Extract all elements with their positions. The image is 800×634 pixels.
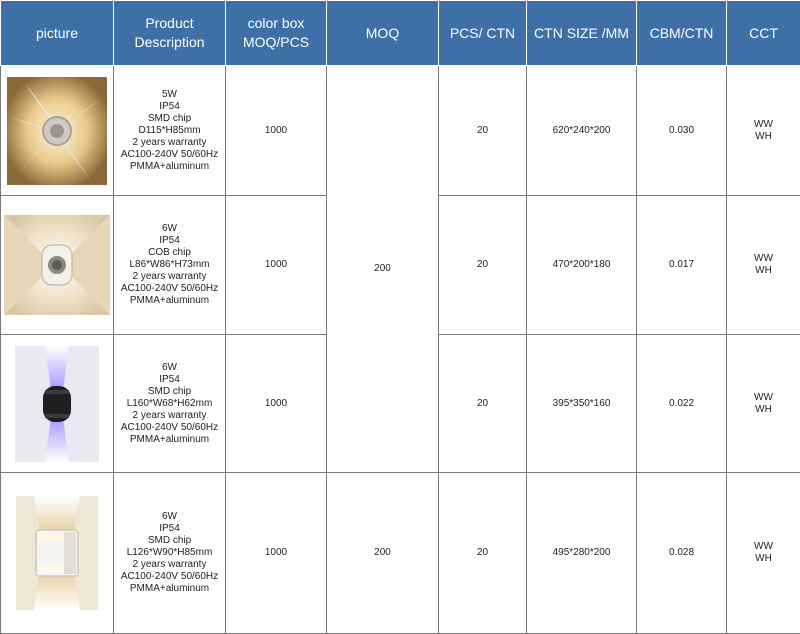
product-picture-cell <box>1 335 114 473</box>
cct-cell: WW WH <box>727 196 800 335</box>
cbm-ctn-cell: 0.030 <box>637 66 727 196</box>
pcs-ctn-cell: 20 <box>439 335 527 473</box>
product-picture-cell <box>1 66 114 196</box>
cct-cell: WW WH <box>727 66 800 196</box>
cct-cell: WW WH <box>727 473 800 634</box>
color-box-moq-cell: 1000 <box>226 66 327 196</box>
header-row <box>1 1 800 66</box>
header-moq: MOQ <box>327 1 439 66</box>
ctn-size-cell: 620*240*200 <box>527 66 637 196</box>
header-ctn-size: CTN SIZE /MM <box>527 1 637 66</box>
product-description-cell: 6W IP54 SMD chip L160*W68*H62mm 2 years warranty AC100-240V 50/60Hz PMMA+aluminum <box>114 335 226 473</box>
cbm-ctn-cell: 0.028 <box>637 473 727 634</box>
header-cbm-ctn: CBM/CTN <box>637 1 727 66</box>
square-updown-lamp-photo <box>16 496 98 610</box>
oval-updown-lamp-photo <box>15 346 99 462</box>
moq-merged-cell: 200 <box>327 66 439 473</box>
ctn-size-cell: 495*280*200 <box>527 473 637 634</box>
pcs-ctn-cell: 20 <box>439 66 527 196</box>
color-box-moq-cell: 1000 <box>226 196 327 335</box>
product-description-cell: 6W IP54 COB chip L86*W86*H73mm 2 years warranty AC100-240V 50/60Hz PMMA+aluminum <box>114 196 226 335</box>
header-cct: CCT <box>727 1 800 66</box>
table-row <box>1 473 800 634</box>
product-picture-cell <box>1 473 114 634</box>
ctn-size-cell: 395*350*160 <box>527 335 637 473</box>
cbm-ctn-cell: 0.017 <box>637 196 727 335</box>
pcs-ctn-cell: 20 <box>439 473 527 634</box>
header-product-description: Product Description <box>114 1 226 66</box>
color-box-moq-cell: 1000 <box>226 335 327 473</box>
table-row <box>1 66 800 196</box>
product-picture-cell <box>1 196 114 335</box>
header-color-box-moq: color box MOQ/PCS <box>226 1 327 66</box>
header-picture: picture <box>1 1 114 66</box>
product-description-cell: 5W IP54 SMD chip D115*H85mm 2 years warranty AC100-240V 50/60Hz PMMA+aluminum <box>114 66 226 196</box>
moq-cell: 200 <box>327 473 439 634</box>
pcs-ctn-cell: 20 <box>439 196 527 335</box>
cube-wall-lamp-photo <box>4 215 110 315</box>
cbm-ctn-cell: 0.022 <box>637 335 727 473</box>
star-wall-lamp-photo <box>7 77 107 185</box>
cct-cell: WW WH <box>727 335 800 473</box>
product-description-cell: 6W IP54 SMD chip L126*W90*H85mm 2 years warranty AC100-240V 50/60Hz PMMA+aluminum <box>114 473 226 634</box>
header-pcs-ctn: PCS/ CTN <box>439 1 527 66</box>
color-box-moq-cell: 1000 <box>226 473 327 634</box>
ctn-size-cell: 470*200*180 <box>527 196 637 335</box>
